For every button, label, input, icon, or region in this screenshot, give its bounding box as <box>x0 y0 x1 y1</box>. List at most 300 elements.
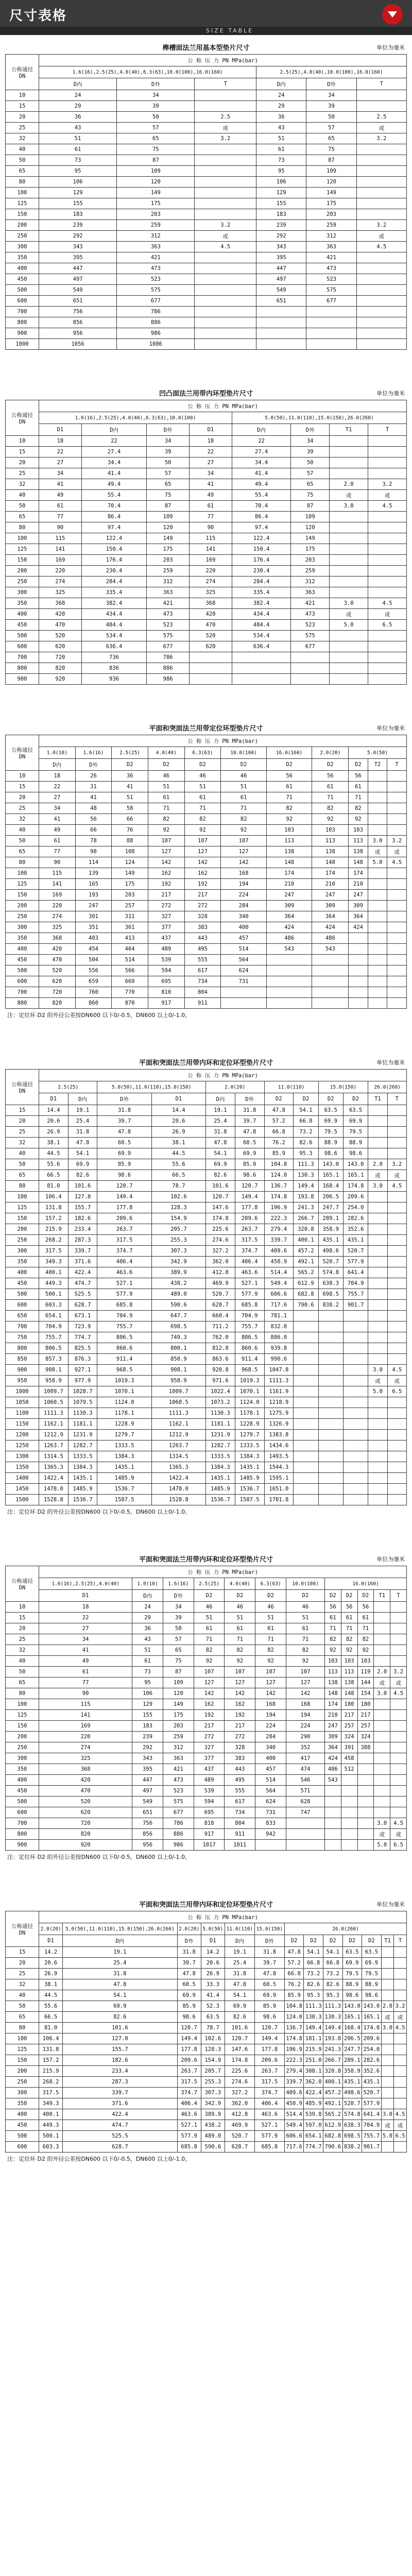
column-header: D2 <box>323 1935 343 1947</box>
value-cell <box>195 198 256 209</box>
value-cell: 215.9 <box>39 2066 63 2077</box>
value-cell <box>368 1484 387 1495</box>
value-cell: 447 <box>256 263 306 274</box>
value-cell: 或 <box>368 609 407 620</box>
value-cell: 71 <box>255 1634 286 1645</box>
value-cell: 755.7 <box>343 1289 368 1300</box>
value-cell: 176.4 <box>232 555 290 566</box>
value-cell: 339.7 <box>264 1235 294 1246</box>
value-cell <box>368 1300 387 1311</box>
value-cell: 148 <box>312 857 349 868</box>
value-cell: 87 <box>117 155 195 166</box>
value-cell: 38.1 <box>39 1979 63 1990</box>
value-cell <box>368 1451 387 1462</box>
dn-cell: 800 <box>6 998 39 1009</box>
column-header: T <box>356 78 406 90</box>
value-cell: 368 <box>39 933 76 944</box>
value-cell: 169 <box>39 1721 132 1732</box>
value-cell: 57 <box>163 1634 194 1645</box>
value-cell: 820 <box>39 998 76 1009</box>
value-cell <box>368 1192 387 1202</box>
value-cell: 127 <box>184 846 221 857</box>
value-cell: 149 <box>147 533 190 544</box>
value-cell: 98.6 <box>235 1170 264 1181</box>
value-cell: 210 <box>349 879 368 890</box>
value-cell: 75 <box>147 490 190 501</box>
value-cell: 4.5 <box>195 242 256 252</box>
value-cell: 539 <box>148 955 184 965</box>
value-cell: 175 <box>147 544 190 555</box>
dn-cell: 150 <box>6 209 39 220</box>
value-cell <box>356 307 406 317</box>
value-cell: 717.6 <box>284 2142 304 2153</box>
value-cell: 1326.9 <box>264 1419 294 1430</box>
value-cell: 或 <box>195 123 256 133</box>
value-cell: 73 <box>132 1667 163 1677</box>
value-cell <box>294 1321 318 1332</box>
value-cell: 50 <box>117 112 195 123</box>
value-cell: 81.0 <box>39 2023 63 2033</box>
value-cell: 1314.5 <box>151 1451 205 1462</box>
value-cell <box>381 2044 394 2055</box>
value-cell: 18 <box>190 436 232 447</box>
value-cell: 597.0 <box>304 2120 323 2131</box>
value-cell: 217 <box>225 1721 255 1732</box>
value-cell <box>387 911 407 922</box>
value-cell: 50 <box>147 457 190 468</box>
value-cell: 206.5 <box>342 2033 362 2044</box>
value-cell: 720 <box>39 652 82 663</box>
value-cell: 144 <box>357 1677 374 1688</box>
table-row <box>6 1451 407 1462</box>
value-cell: 26.9 <box>39 1969 63 1979</box>
dn-cell: 250 <box>6 1742 39 1753</box>
value-cell: 3.0 <box>381 2109 394 2120</box>
dn-cell: 200 <box>6 566 39 577</box>
value-cell: 149 <box>163 1699 194 1710</box>
value-cell: 990.6 <box>264 1354 294 1365</box>
value-cell: 106 <box>256 177 306 188</box>
value-cell: 3.2 <box>368 479 407 490</box>
value-cell: 4.5 <box>390 1818 407 1829</box>
value-cell <box>343 1430 368 1440</box>
value-cell: 127 <box>286 1677 325 1688</box>
column-header: T2 <box>368 759 387 771</box>
value-cell: 424 <box>324 1753 341 1764</box>
value-cell: 61 <box>39 501 82 512</box>
value-cell: 215.9 <box>304 2044 323 2055</box>
value-cell: 169 <box>39 890 76 901</box>
value-cell: 209.6 <box>362 2033 382 2044</box>
value-cell: 447 <box>39 263 117 274</box>
table-row <box>6 792 407 803</box>
table-row <box>6 1105 407 1116</box>
value-cell <box>356 328 406 339</box>
value-cell: 131.8 <box>39 2044 63 2055</box>
column-header: D2 <box>349 759 368 771</box>
table-row <box>6 1419 407 1430</box>
value-cell: 71 <box>286 1634 325 1645</box>
table-row <box>6 263 407 274</box>
column-header: D2 <box>341 1590 357 1602</box>
value-cell: 56 <box>341 1602 357 1613</box>
table-row <box>6 198 407 209</box>
value-cell: 76 <box>112 825 148 836</box>
value-cell: 284.4 <box>232 577 290 587</box>
column-header: D2 <box>221 759 267 771</box>
value-cell: 175 <box>117 198 195 209</box>
value-cell: 420 <box>39 944 76 955</box>
value-cell: 230.4 <box>81 566 146 577</box>
value-cell: 473 <box>147 609 190 620</box>
value-cell: 651 <box>132 1807 163 1818</box>
value-cell: 148 <box>324 1688 341 1699</box>
value-cell: 504 <box>75 955 112 965</box>
dn-cell: 125 <box>6 544 39 555</box>
value-cell: 624 <box>221 965 267 976</box>
value-cell: 543 <box>324 1775 341 1786</box>
value-cell: 或 <box>368 490 407 501</box>
pressure-class-header: 1.6(16) <box>75 747 112 759</box>
value-cell: 279.4 <box>264 1224 294 1235</box>
dn-cell: 125 <box>6 1202 39 1213</box>
value-cell: 149 <box>306 188 356 198</box>
value-cell: 82 <box>312 803 349 814</box>
value-cell <box>195 317 256 328</box>
value-cell: 5.0 <box>368 1386 387 1397</box>
value-cell: 177.8 <box>97 1202 151 1213</box>
value-cell <box>368 512 407 522</box>
dn-header: 公称通径 DN <box>6 735 39 771</box>
value-cell <box>368 987 387 998</box>
table-row <box>6 955 407 965</box>
value-cell: 20.6 <box>201 1958 225 1969</box>
value-cell: 194 <box>221 879 267 890</box>
value-cell <box>356 296 406 307</box>
value-cell <box>318 1311 343 1321</box>
table-title: 平面和突面法兰用带内环和定位环型垫片尺寸 <box>139 1059 273 1067</box>
value-cell <box>255 1840 286 1851</box>
value-cell: 127.0 <box>68 1192 97 1202</box>
value-cell: 774.7 <box>68 1332 97 1343</box>
value-cell <box>368 522 407 533</box>
value-cell: 46 <box>286 1602 325 1613</box>
value-cell: 92 <box>266 814 312 825</box>
value-cell: 836 <box>81 663 146 674</box>
value-cell: 4.5 <box>387 1365 406 1376</box>
value-cell: 6.5 <box>368 620 407 631</box>
pressure-class-header: 2.0(20) <box>39 1923 63 1935</box>
table-row <box>6 544 407 555</box>
value-cell: 660.4 <box>206 1311 235 1321</box>
value-cell: 986 <box>117 328 195 339</box>
value-cell: 95.3 <box>294 1148 318 1159</box>
value-cell: 129 <box>39 188 117 198</box>
value-cell: 939.8 <box>264 1343 294 1354</box>
value-cell: 24 <box>39 90 117 101</box>
value-cell <box>195 90 256 101</box>
value-cell: 97.4 <box>232 522 290 533</box>
value-cell <box>387 1484 406 1495</box>
value-cell <box>368 1267 387 1278</box>
value-cell: 95 <box>39 166 117 177</box>
value-cell <box>368 533 407 544</box>
value-cell: 71 <box>341 1623 357 1634</box>
value-cell: 677 <box>306 296 356 307</box>
value-cell: 1333.5 <box>235 1440 264 1451</box>
value-cell: 48 <box>75 803 112 814</box>
value-cell <box>266 965 312 976</box>
value-cell <box>390 1732 407 1742</box>
dn-cell: 900 <box>6 1365 39 1376</box>
value-cell <box>374 1699 390 1710</box>
value-cell: 927.1 <box>68 1365 97 1376</box>
pressure-header: 公 称 压 力 PN MPa(bar) <box>39 1911 407 1923</box>
dn-cell: 400 <box>6 1775 39 1786</box>
value-cell: 901.7 <box>343 1300 368 1311</box>
dn-header: 公称通径 DN <box>6 1566 39 1602</box>
value-cell: 272 <box>194 1732 225 1742</box>
dn-cell: 400 <box>6 1267 39 1278</box>
value-cell: 374.7 <box>254 2088 284 2098</box>
value-cell: 901.7 <box>362 2142 382 2153</box>
value-cell: 4.5 <box>387 857 407 868</box>
value-cell: 142 <box>194 1688 225 1699</box>
page-subtitle: SIZE TABLE <box>206 27 254 34</box>
value-cell: 636.4 <box>81 641 146 652</box>
value-cell: 781.1 <box>264 1311 294 1321</box>
dn-cell: 1000 <box>6 339 39 350</box>
chevron-down-icon[interactable] <box>382 4 403 25</box>
value-cell <box>387 868 407 879</box>
value-cell: 527.1 <box>254 2120 284 2131</box>
table-row <box>6 1278 407 1289</box>
value-cell: 143.0 <box>362 2001 382 2012</box>
value-cell: 90 <box>39 857 76 868</box>
value-cell <box>368 1257 387 1267</box>
value-cell: 165.1 <box>343 1170 368 1181</box>
value-cell: 259 <box>291 566 330 577</box>
dn-cell: 450 <box>6 1278 39 1289</box>
value-cell: 101.6 <box>68 1181 97 1192</box>
value-cell: 400.1 <box>294 1235 318 1246</box>
value-cell <box>387 1495 406 1505</box>
value-cell: 25.4 <box>206 1116 235 1127</box>
table-row <box>6 166 407 177</box>
column-header: D内 <box>63 1935 177 1947</box>
dn-cell: 1350 <box>6 1462 39 1473</box>
value-cell: 165.1 <box>342 2012 362 2023</box>
value-cell: 677 <box>147 641 190 652</box>
value-cell <box>374 1764 390 1775</box>
value-cell <box>312 976 349 987</box>
value-cell <box>294 1462 318 1473</box>
value-cell <box>387 1202 406 1213</box>
value-cell: 395 <box>39 252 117 263</box>
value-cell: 71 <box>184 803 221 814</box>
column-header: D2 <box>294 1093 318 1105</box>
section-spacer <box>0 350 412 381</box>
value-cell: 209.6 <box>343 1192 368 1202</box>
value-cell: 4.5 <box>390 1688 407 1699</box>
value-cell: 107 <box>148 836 184 846</box>
value-cell <box>387 890 407 901</box>
value-cell: 22 <box>190 447 232 457</box>
value-cell: 73.2 <box>304 1969 323 1979</box>
value-cell: 47.8 <box>68 1138 97 1148</box>
pressure-class-header: 2.5(25) <box>39 1081 97 1093</box>
value-cell: 49 <box>39 490 82 501</box>
value-cell: 1595.1 <box>264 1473 294 1484</box>
table-row <box>6 123 407 133</box>
value-cell: 209.6 <box>97 1213 151 1224</box>
value-cell: 66 <box>75 825 112 836</box>
value-cell <box>318 1343 343 1354</box>
value-cell <box>374 1807 390 1818</box>
value-cell <box>368 1321 387 1332</box>
value-cell: 149.4 <box>177 2033 201 2044</box>
value-cell <box>330 468 368 479</box>
value-cell: 22 <box>81 436 146 447</box>
table-row <box>6 1677 407 1688</box>
value-cell: 120.7 <box>206 1192 235 1202</box>
value-cell: 92 <box>357 1645 374 1656</box>
value-cell: 1130.3 <box>68 1408 97 1419</box>
value-cell: 641.4 <box>362 2109 382 2120</box>
dn-cell: 650 <box>6 1311 39 1321</box>
value-cell: 3.2 <box>356 220 406 231</box>
value-cell: 或 <box>356 231 406 242</box>
value-cell: 61 <box>357 1613 374 1623</box>
value-cell: 734 <box>184 976 221 987</box>
pressure-class-header: 1.0(10) <box>132 1578 163 1590</box>
value-cell: 175 <box>112 879 148 890</box>
value-cell: 325 <box>39 587 82 598</box>
value-cell: 63.5 <box>362 1947 382 1958</box>
value-cell: 247.7 <box>342 2044 362 2055</box>
pressure-class-header: 5.0(50) <box>349 747 407 759</box>
dn-cell: 125 <box>6 1710 39 1721</box>
column-header: D2 <box>286 1590 325 1602</box>
table-row <box>6 998 407 1009</box>
value-cell: 85.9 <box>254 2001 284 2012</box>
value-cell: 263.7 <box>254 2066 284 2077</box>
value-cell: 685.8 <box>235 1300 264 1311</box>
value-cell: 403 <box>75 933 112 944</box>
value-cell: 98.6 <box>362 1990 382 2001</box>
value-cell: 49 <box>190 490 232 501</box>
value-cell: 41 <box>39 479 82 490</box>
dn-header: 公称通径 DN <box>6 1911 39 1947</box>
value-cell: 41.4 <box>201 1990 225 2001</box>
value-cell: 259 <box>306 220 356 231</box>
table-unit: 单位为毫米 <box>376 1059 405 1066</box>
value-cell: 457 <box>221 933 267 944</box>
value-cell: 251.0 <box>304 2055 323 2066</box>
value-cell: 309 <box>266 901 312 911</box>
dn-cell: 700 <box>6 652 39 663</box>
value-cell: 147.6 <box>225 2044 254 2055</box>
table-row <box>6 1397 407 1408</box>
dn-cell: 800 <box>6 663 39 674</box>
table-row <box>6 501 407 512</box>
value-cell <box>330 512 368 522</box>
table-row <box>6 2033 407 2044</box>
dn-cell: 400 <box>6 944 39 955</box>
dn-cell: 350 <box>6 933 39 944</box>
value-cell: 82 <box>184 814 221 825</box>
value-cell: 274 <box>39 577 82 587</box>
column-header: D内 <box>256 78 306 90</box>
value-cell: 203 <box>163 1721 194 1732</box>
value-cell: 486 <box>324 1764 341 1775</box>
value-cell <box>387 1257 406 1267</box>
value-cell: 257 <box>357 1721 374 1732</box>
table-row <box>6 1840 407 1851</box>
value-cell <box>387 987 407 998</box>
value-cell <box>256 307 306 317</box>
table-row <box>6 965 407 976</box>
value-cell: 92 <box>286 1656 325 1667</box>
value-cell: 3.2 <box>195 133 256 144</box>
table-row <box>6 1958 407 1969</box>
value-cell: 180 <box>357 1699 374 1710</box>
value-cell: 1070.1 <box>235 1386 264 1397</box>
value-cell <box>387 1192 406 1202</box>
value-cell: 113 <box>266 836 312 846</box>
value-cell: 512 <box>341 1764 357 1775</box>
size-table <box>5 54 407 350</box>
value-cell: 224 <box>286 1721 325 1732</box>
value-cell: 4.5 <box>387 1181 406 1192</box>
value-cell: 27 <box>39 1623 132 1634</box>
dn-cell: 32 <box>6 1138 39 1148</box>
value-cell <box>195 188 256 198</box>
value-cell: 120 <box>163 1688 194 1699</box>
value-cell <box>330 641 368 652</box>
value-cell: 27 <box>190 457 232 468</box>
value-cell: 1384.3 <box>68 1462 97 1473</box>
value-cell: 958.9 <box>39 1376 68 1386</box>
value-cell: 141 <box>190 544 232 555</box>
dn-cell: 350 <box>6 1764 39 1775</box>
value-cell: 76.2 <box>264 1138 294 1148</box>
value-cell: 956 <box>39 328 117 339</box>
column-header: D外 <box>163 1590 194 1602</box>
dn-cell: 150 <box>6 555 39 566</box>
value-cell: 29 <box>256 101 306 112</box>
table-row <box>6 641 407 652</box>
value-cell: 239 <box>39 220 117 231</box>
value-cell: 492.1 <box>323 2098 343 2109</box>
value-cell: 87 <box>291 501 330 512</box>
table-row <box>6 1732 407 1742</box>
value-cell: 856 <box>132 1829 163 1840</box>
value-cell: 317.5 <box>39 2088 63 2098</box>
value-cell: 88.9 <box>362 1979 382 1990</box>
value-cell: 101.6 <box>63 2023 177 2033</box>
value-cell: 1079.5 <box>68 1397 97 1408</box>
value-cell: 82 <box>357 1634 374 1645</box>
value-cell: 47.8 <box>177 1969 201 1979</box>
value-cell: 61 <box>255 1623 286 1634</box>
value-cell <box>312 998 349 1009</box>
value-cell: 747 <box>286 1807 325 1818</box>
value-cell: 786 <box>117 307 195 317</box>
value-cell: 317.5 <box>177 2077 201 2088</box>
value-cell <box>374 1742 390 1753</box>
value-cell: 55.6 <box>151 1159 205 1170</box>
